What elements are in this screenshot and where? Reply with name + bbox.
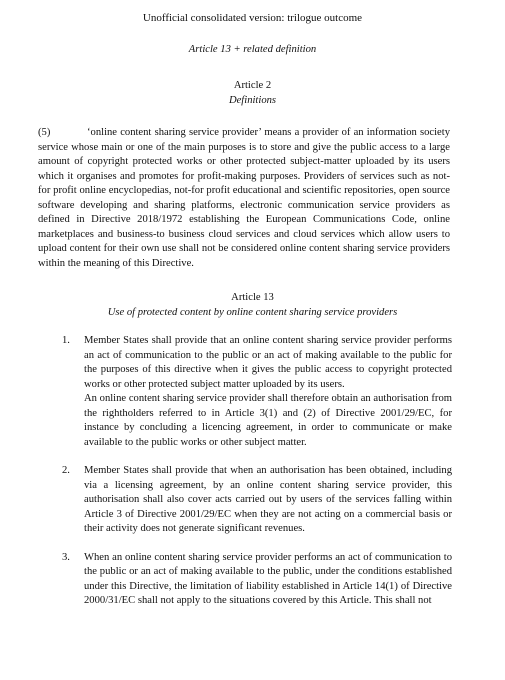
list-item bbox=[62, 464, 452, 537]
article-13-list bbox=[62, 334, 452, 623]
article-13-subtitle: Use of protected content by online content sharing service providers bbox=[107, 306, 398, 318]
list-item bbox=[62, 334, 452, 450]
list-item-text: When an online content sharing service provider performs an act of communication to the public or an act of making available to the public, under the conditions established under this Directive, the limitation of liability established in Article 14(1) of Directive 2000/31/EC shall not apply to the situations covered by this Article. This shall not bbox=[84, 551, 452, 606]
definition-text: ‘online content sharing service provider’ means a provider of an information society service whose main or one of the main purposes is to store and give the public access to a large amount of copyright protected works or other protected subject-matter uploaded by its users which it organises and promotes for profit-making purposes. Providers of services such as not-for profit online encyclopedias, not-for profit educational and scientific repositories, open source software developing and sharing platforms, electronic communication service providers as defined in Directive 2018/1972 establishing the European Communications Code, online marketplaces and business-to business cloud services and cloud services which allow users to upload content for their own use shall not be considered online content sharing service providers within the meaning of this Directive. bbox=[38, 127, 450, 269]
list-item-text: Member States shall provide that an online content sharing service provider performs an act of communication to the public or an act of making available to the public for the purposes of this directive when it gives the public access to copyright protected works or other protected subject matter uploaded by its users. bbox=[84, 335, 452, 390]
document-header: Unofficial consolidated version: trilogue outcome bbox=[142, 12, 363, 24]
definition-number: (5) bbox=[38, 127, 51, 138]
list-item bbox=[62, 551, 452, 609]
definition-paragraph bbox=[38, 126, 450, 271]
document-subheader: Article 13 + related definition bbox=[188, 44, 317, 55]
list-item-text: Member States shall provide that when an authorisation has been obtained, including via a licensing agreement, by an online content sharing service provider, this authorisation shall also cover acts carried out by users of the services falling within Article 3 of Directive 2001/29/EC when they are not acting on a commercial basis or their activity does not generate significant revenues. bbox=[84, 465, 452, 534]
article-2-heading bbox=[0, 79, 505, 108]
article-13-title: Article 13 bbox=[231, 292, 274, 303]
article-13-heading bbox=[0, 291, 505, 320]
list-item-text: An online content sharing service provider shall therefore obtain an authorisation from the rightholders referred to in Article 3(1) and (2) of Directive 2001/29/EC, for instance by concluding a licencing agreement, in order to communicate or make available to the public works or other subject matter. bbox=[84, 393, 452, 448]
list-item-number: 2. bbox=[62, 465, 70, 476]
article-2-title: Article 2 bbox=[233, 80, 272, 91]
article-2-subtitle: Definitions bbox=[228, 94, 277, 106]
list-item-number: 3. bbox=[62, 551, 70, 563]
list-item-number: 1. bbox=[62, 335, 70, 346]
